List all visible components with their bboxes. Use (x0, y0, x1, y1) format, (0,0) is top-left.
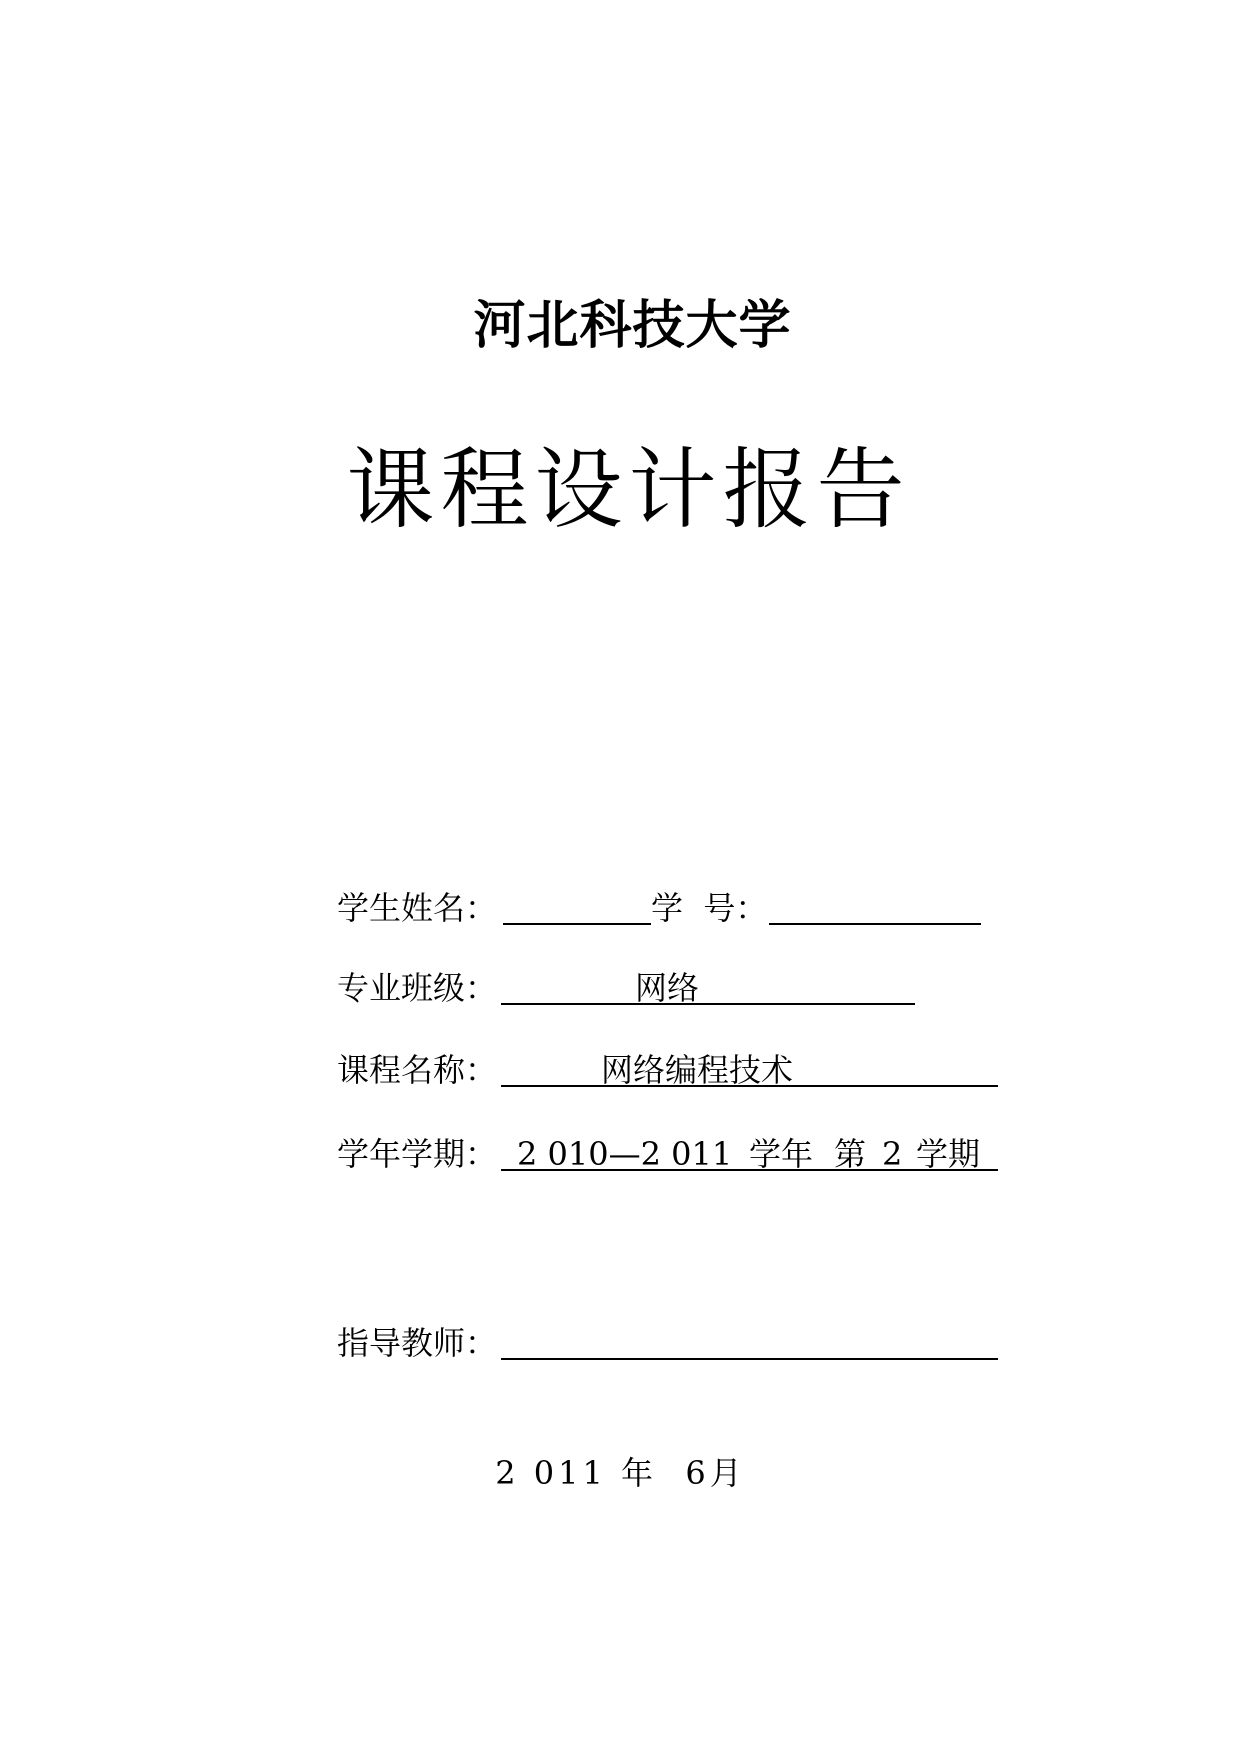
term-number: 2 (882, 1135, 903, 1173)
term-suffix: 学期 (916, 1135, 981, 1173)
course-name-label: 课程名称： (337, 1051, 498, 1089)
student-id-underline (769, 923, 981, 925)
class-label: 专业班级： (337, 969, 498, 1007)
class-value: 网络 (635, 969, 700, 1007)
advisor-underline (501, 1358, 998, 1360)
term-label: 学年学期： (337, 1135, 498, 1173)
advisor-label: 指导教师： (337, 1324, 498, 1362)
term-years: 2 010—2 011 (517, 1135, 733, 1173)
term-year-suffix: 学年 (749, 1135, 814, 1173)
class-underline (501, 1003, 915, 1005)
report-title: 课程设计报告 (346, 438, 911, 541)
term-di: 第 (834, 1135, 867, 1173)
university-name: 河北科技大学 (473, 296, 792, 356)
student-name-label: 学生姓名： (337, 889, 498, 927)
report-date: 2 011 年 6月 (495, 1454, 746, 1492)
student-name-underline (503, 923, 651, 925)
student-id-label: 学 号： (651, 889, 768, 927)
course-name-value: 网络编程技术 (601, 1051, 794, 1089)
